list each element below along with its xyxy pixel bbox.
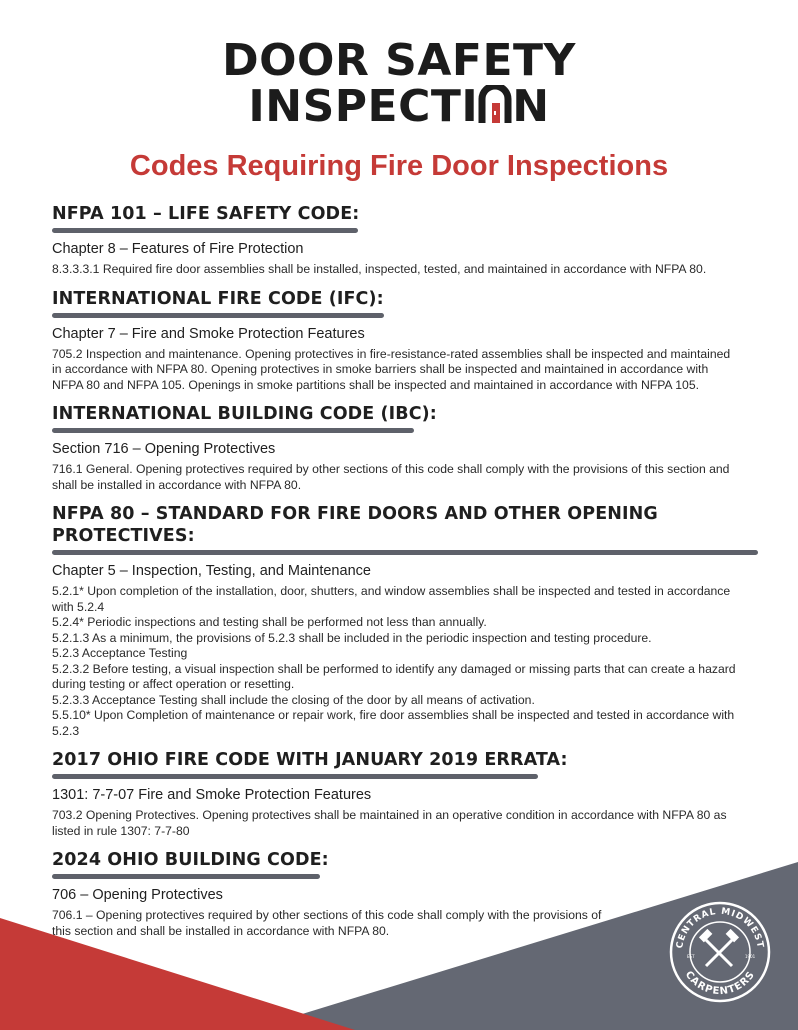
section-line: 716.1 General. Opening protectives required by other sections of this code shall comply with the provisions of this section and <box>52 462 730 476</box>
section-subtitle: Section 716 – Opening Protectives <box>52 441 276 457</box>
section-line: NFPA 80 and NFPA 105. Openings in smoke partitions shall be inspected and maintained in accordance with NFPA 105. <box>52 377 699 392</box>
section-subtitle: Chapter 7 – Fire and Smoke Protection Features <box>52 325 365 342</box>
section-nfpa-101 <box>52 203 752 278</box>
section-line: 5.2.3.2 Before testing, a visual inspection shall be performed to identify any damaged or missing parts that can create a hazard <box>52 661 736 676</box>
section-underline <box>52 228 358 233</box>
section-line: shall be installed in accordance with NFPA 80. <box>52 477 302 492</box>
logo <box>0 35 798 132</box>
section-title: NFPA 101 – LIFE SAFETY CODE: <box>52 204 360 224</box>
section-line: this section and shall be installed in accordance with NFPA 80. <box>52 923 390 938</box>
section-title: 2017 OHIO FIRE CODE WITH JANUARY 2019 ERRATA: <box>52 750 568 770</box>
section-line: 703.2 Opening Protectives. Opening protectives shall be maintained in an operative condition in accordance with NFPA 80 as <box>52 808 727 822</box>
hammer-icon <box>706 940 732 966</box>
badge-top-text: CENTRAL MIDWEST <box>675 906 765 950</box>
section-title: INTERNATIONAL BUILDING CODE (IBC): <box>52 404 437 424</box>
section-line: with 5.2.4 <box>52 599 105 614</box>
section-subtitle: Chapter 5 – Inspection, Testing, and Maintenance <box>52 563 371 579</box>
badge-est: EST <box>687 954 695 959</box>
section-underline <box>52 428 414 433</box>
section-line: 5.2.3.3 Acceptance Testing shall include the closing of the door by all means of activation. <box>52 692 535 707</box>
section-title: NFPA 80 – STANDARD FOR FIRE DOORS AND OTHER OPENING PROTECTIVES: <box>52 504 658 546</box>
section-subtitle: 706 – Opening Protectives <box>52 887 223 903</box>
badge-bottom-text: CARPENTERS <box>682 969 758 998</box>
logo-line-1: DOOR SAFETY <box>222 35 576 86</box>
section-ibc <box>52 403 752 493</box>
section-line: 5.5.10* Upon Completion of maintenance or repair work, fire door assemblies shall be inspected and tested in accordance with <box>52 708 735 722</box>
section-subtitle: Chapter 8 – Features of Fire Protection <box>52 241 304 257</box>
section-underline <box>52 313 384 318</box>
section-line: 5.2.3 Acceptance Testing <box>52 646 188 660</box>
section-line: listed in rule 1307: 7-7-80 <box>52 823 190 838</box>
door-icon <box>478 85 512 125</box>
section-title: INTERNATIONAL FIRE CODE (IFC): <box>52 288 384 309</box>
section-line: during testing or affect operation or resetting. <box>52 677 295 691</box>
content <box>52 203 752 939</box>
section-ifc <box>52 288 752 394</box>
logo-line-2-text: INSPECTI <box>248 81 479 132</box>
section-underline <box>52 774 538 779</box>
section-line: 5.2.3 <box>52 723 80 738</box>
section-line: 705.2 Inspection and maintenance. Opening protectives in fire-resistance-rated assemblies shall be inspected and maintained <box>52 346 731 361</box>
section-line: 706.1 – Opening protectives required by other sections of this code shall comply with the provisions of <box>52 908 602 922</box>
section-ohio-fire-code <box>52 749 752 839</box>
section-underline <box>52 874 320 879</box>
section-line: 8.3.3.3.1 Required fire door assemblies shall be installed, inspected, tested, and maintained in accordance with NFPA 80. <box>52 262 707 276</box>
section-line: 5.2.1* Upon completion of the installation, door, shutters, and window assemblies shall be inspected and tested in accordance <box>52 584 731 598</box>
section-line: 5.2.4* Periodic inspections and testing shall be performed not less than annually. <box>52 615 487 629</box>
section-nfpa-80 <box>52 503 752 739</box>
section-ohio-building-code <box>52 849 752 939</box>
carpenters-badge-logo <box>668 900 772 1004</box>
section-line: 5.2.1.3 As a minimum, the provisions of 5.2.3 shall be included in the periodic inspection and testing procedure. <box>52 630 652 645</box>
section-title: 2024 OHIO BUILDING CODE: <box>52 850 329 870</box>
section-line: in accordance with NFPA 80. Opening protectives in smoke barriers shall be inspected and maintained in accordance with <box>52 362 709 376</box>
logo-line-2-end: N <box>512 81 550 132</box>
section-subtitle: 1301: 7-7-07 Fire and Smoke Protection Features <box>52 787 372 803</box>
logo-line-2 <box>0 81 798 132</box>
section-underline <box>52 550 758 555</box>
page-subtitle: Codes Requiring Fire Door Inspections <box>129 150 669 182</box>
badge-year: 1901 <box>745 954 756 959</box>
